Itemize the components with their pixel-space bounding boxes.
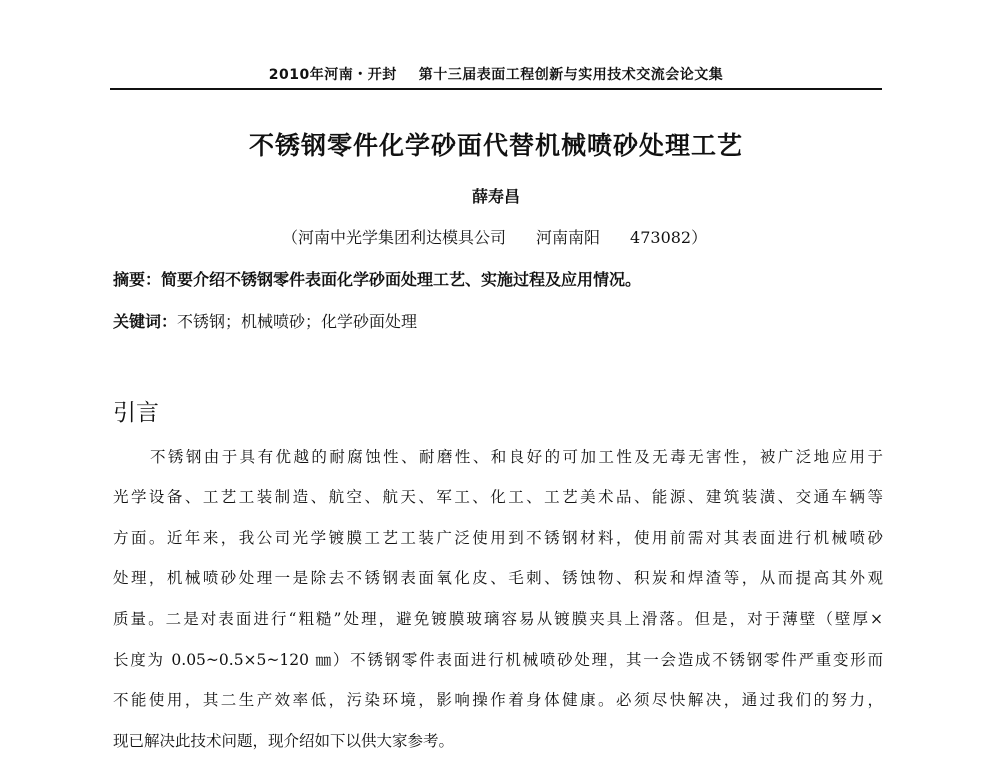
keywords-text: 不锈钢；机械喷砂；化学砂面处理 xyxy=(177,312,418,331)
affiliation-postcode: 473082） xyxy=(630,228,708,247)
affiliation-place: 河南南阳 xyxy=(536,228,601,247)
keywords xyxy=(113,309,417,332)
body-line: 光学设备、工艺工装制造、航空、航天、军工、化工、工艺美术品、能源、建筑装潢、交通车辆等 xyxy=(113,488,883,506)
abstract-text: 简要介绍不锈钢零件表面化学砂面处理工艺、实施过程及应用情况。 xyxy=(161,270,642,289)
abstract-label: 摘要： xyxy=(113,270,162,289)
body-line: 不能使用，其二生产效率低，污染环境，影响操作着身体健康。必须尽快解决，通过我们的努力， xyxy=(113,691,883,709)
affiliation-org: （河南中光学集团利达模具公司 xyxy=(282,228,507,247)
running-header-left: 2010年河南・开封 xyxy=(268,67,397,83)
paper-title: 不锈钢零件化学砂面代替机械喷砂处理工艺 xyxy=(248,131,743,160)
running-header xyxy=(110,64,882,84)
body-line: 处理，机械喷砂处理一是除去不锈钢表面氧化皮、毛刺、锈蚀物、积炭和焊渣等，从而提高其外观 xyxy=(113,569,883,587)
keywords-label: 关键词： xyxy=(113,312,178,331)
body-line: 长度为 0.05~0.5×5~120 ㎜）不锈钢零件表面进行机械喷砂处理，其一会造成不锈钢零件严重变形而 xyxy=(113,651,883,669)
author-name: 薛寿昌 xyxy=(471,187,520,206)
body-line: 方面。近年来，我公司光学镀膜工艺工装广泛使用到不锈钢材料，使用前需对其表面进行机械喷砂 xyxy=(113,529,883,547)
affiliation xyxy=(282,225,707,248)
abstract xyxy=(113,267,641,290)
body-line: 不锈钢由于具有优越的耐腐蚀性、耐磨性、和良好的可加工性及无毒无害性，被广泛地应用于 xyxy=(150,448,883,466)
body-line: 现已解决此技术问题，现介绍如下以供大家参考。 xyxy=(113,732,455,750)
body-line: 质量。二是对表面进行“粗糙”处理，避免镀膜玻璃容易从镀膜夹具上滑落。但是，对于薄壁（壁厚× xyxy=(113,610,883,628)
running-header-right: 第十三届表面工程创新与实用技术交流会论文集 xyxy=(418,67,724,83)
header-rule xyxy=(110,88,882,90)
section-heading: 引言 xyxy=(113,400,159,426)
